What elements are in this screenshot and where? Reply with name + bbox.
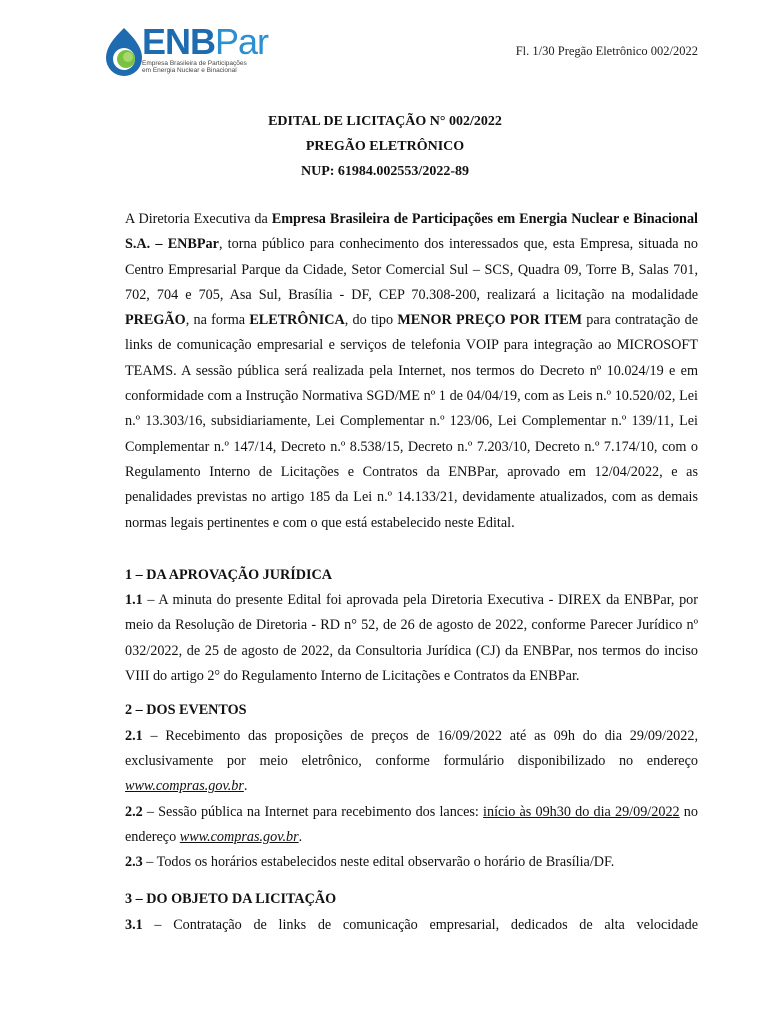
title-line-2: PREGÃO ELETRÔNICO <box>305 139 465 154</box>
section-2-heading: 2 – DOS EVENTOS <box>125 702 247 719</box>
clause-1-1: 1.1 – A minuta do presente Edital foi aprovada pela Diretoria Executiva - DIREX da ENBPar, por meio da Resolução de Diretoria - RD n° 52, de 26 de agosto de 2022, conforme Parecer Jurídico nº 032/2022, de 25 de agosto de 2022, da Consultoria Jurídica (CJ) da ENBPar, nos termos do inciso VIII do artigo 2° do Regulamento Interno de Licitações e Contratos da ENBPar. <box>125 592 698 685</box>
clause-2-2: 2.2 – Sessão pública na Internet para recebimento dos lances: início às 09h30 do dia 29/09/2022 no endereço www.compras.gov.br. <box>125 803 698 845</box>
document-title <box>0 109 770 184</box>
clause-2-1: 2.1 – Recebimento das proposições de preços de 16/09/2022 até as 09h do dia 29/09/2022, exclusivamente por meio eletrônico, conforme formulário disponibilizado no endereço www.compras.gov.br. <box>125 727 698 795</box>
enbpar-logo-mark-icon <box>102 26 146 78</box>
compras-link[interactable]: www.compras.gov.br <box>125 778 244 795</box>
clause-2-3: 2.3 – Todos os horários estabelecidos neste edital observarão o horário de Brasília/DF. <box>125 854 615 871</box>
title-line-3: NUP: 61984.002553/2022-89 <box>301 164 469 179</box>
compras-link[interactable]: www.compras.gov.br <box>179 828 299 845</box>
page-reference: Fl. 1/30 Pregão Eletrônico 002/2022 <box>515 44 698 58</box>
enbpar-logo <box>102 22 282 82</box>
clause-3-1: 3.1 – Contratação de links de comunicação empresarial, dedicados de alta velocidade <box>125 916 698 933</box>
logo-wordmark: ENBPar <box>142 21 269 62</box>
title-line-1: EDITAL DE LICITAÇÃO N° 002/2022 <box>268 114 502 129</box>
section-3-heading: 3 – DO OBJETO DA LICITAÇÃO <box>125 891 337 908</box>
intro-paragraph: A Diretoria Executiva da Empresa Brasileira de Participações em Energia Nuclear e Binacional S.A. – ENBPar, torna público para conhecimento dos interessados que, esta Empresa, situada no Centro Empresarial Parque da Cidade, Setor Comercial Sul – SCS, Quadra 09, Torre B, Salas 701, 702, 704 e 705, Asa Sul, Brasília - DF, CEP 70.308-200, realizará a licitação na modalidade PREGÃO, na forma ELETRÔNICA, do tipo MENOR PREÇO POR ITEM para contratação de links de comunicação empresarial e serviços de telefonia VOIP para integração ao MICROSOFT TEAMS. A sessão pública será realizada pela Internet, nos termos do Decreto nº 10.024/19 e em conformidade com a Instrução Normativa SGD/ME nº 1 de 04/04/19, com as Leis n.º 10.520/02, Lei n.º 13.303/16, subsidiariamente, Lei Complementar n.º 123/06, Lei Complementar n.º 139/11, Lei Complementar n.º 147/14, Decreto n.º 8.538/15, Decreto n.º 7.203/10, Decreto n.º 7.174/10, com o Regulamento Interno de Licitações e Contratos da ENBPar, aprovado em 12/04/2022, e as penalidades previstas no artigo 185 da Lei n.º 14.133/21, devidamente atualizados, com as demais normas legais pertinentes e com o que está estabelecido neste Edital. <box>125 211 698 531</box>
logo-subtitle: Empresa Brasileira de Participações em Energia Nuclear e Binacional <box>142 60 247 74</box>
section-1-heading: 1 – DA APROVAÇÃO JURÍDICA <box>125 566 333 583</box>
document-body <box>125 207 698 938</box>
